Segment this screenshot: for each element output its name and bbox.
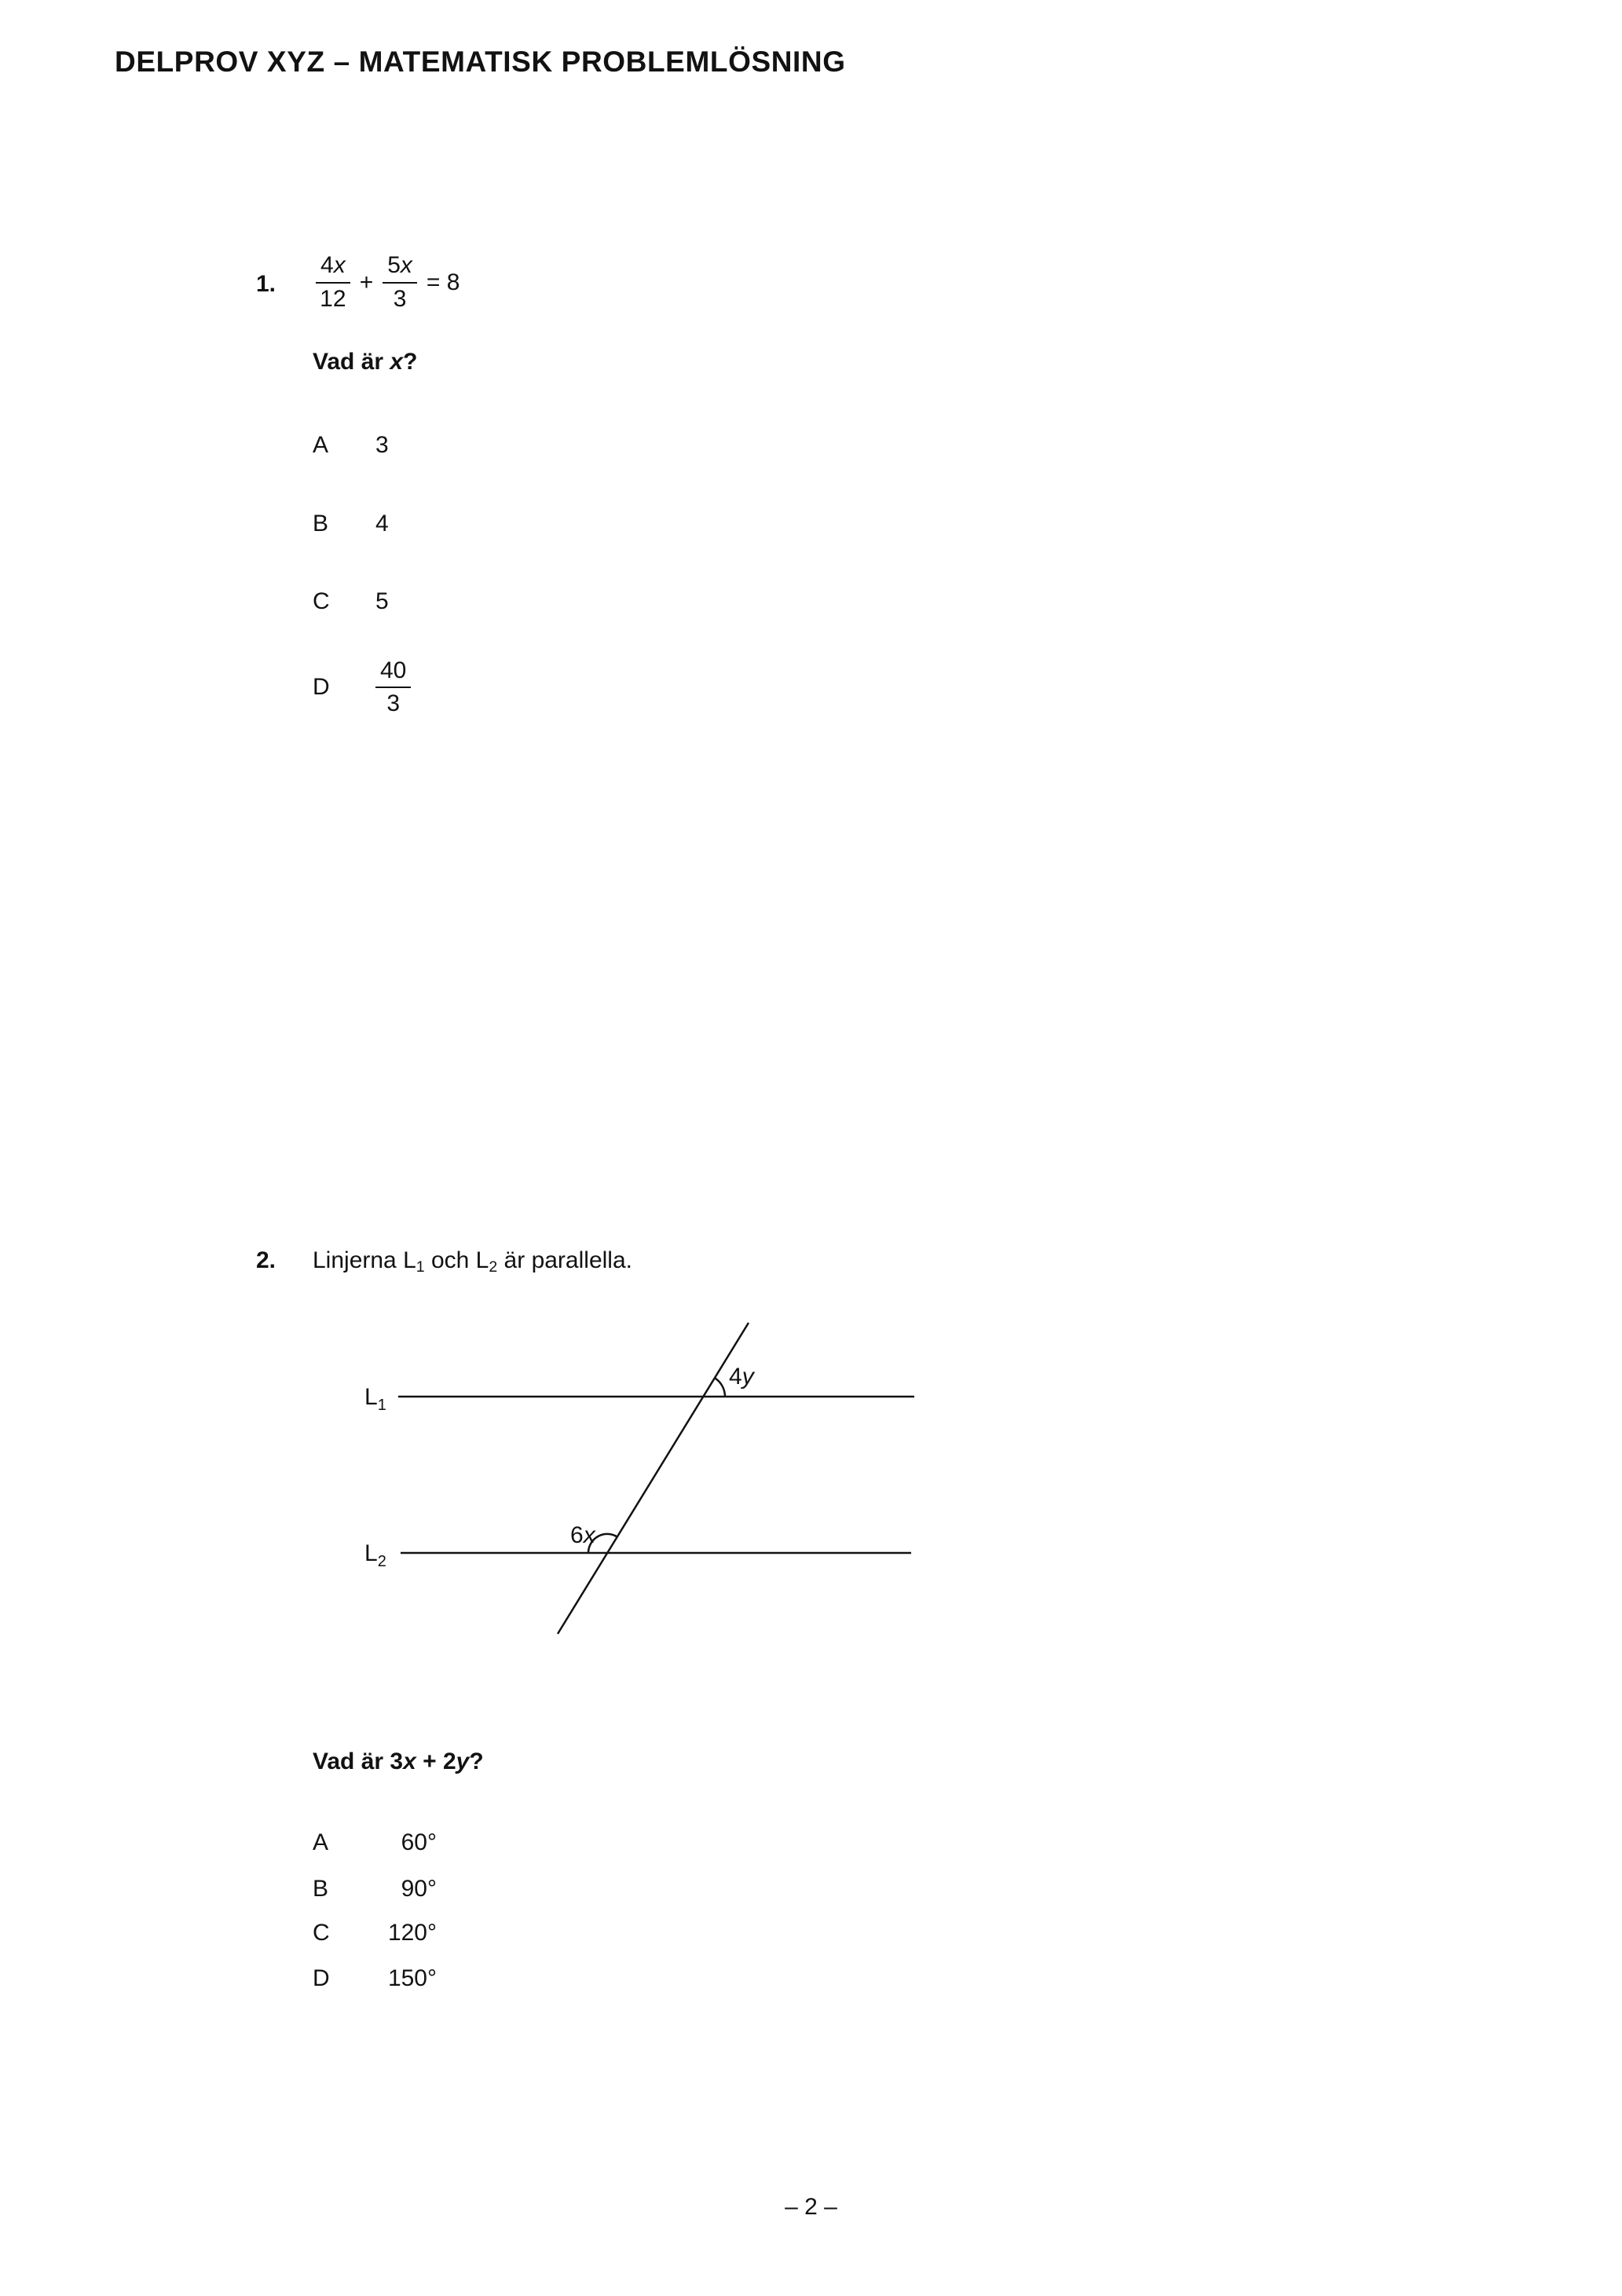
q1-prompt-pre: Vad är bbox=[313, 349, 390, 375]
label-l1-letter: L bbox=[364, 1384, 378, 1410]
label-angle-4y bbox=[729, 1364, 756, 1390]
fraction-2-numerator bbox=[383, 252, 417, 284]
transversal-line bbox=[558, 1323, 749, 1634]
fraction-1-num-coeff: 4 bbox=[320, 252, 334, 278]
q2-option-d-value: 150° bbox=[387, 1965, 437, 1991]
q1-option-d-frac-num: 40 bbox=[375, 657, 411, 689]
q2-option-d-letter: D bbox=[313, 1965, 330, 1991]
plus-operator: + bbox=[359, 269, 374, 295]
q1-option-d-frac-den: 3 bbox=[386, 690, 401, 716]
q1-option-b-letter: B bbox=[313, 511, 329, 536]
angle-4y-var: y bbox=[741, 1364, 754, 1390]
page-title: DELPROV XYZ – MATEMATISK PROBLEMLÖSNING bbox=[115, 46, 846, 78]
question-2-number: 2. bbox=[256, 1247, 276, 1273]
label-l2-sub: 2 bbox=[377, 1553, 386, 1570]
q2-option-b bbox=[313, 1876, 437, 1902]
q2-option-a bbox=[313, 1829, 437, 1856]
q1-option-c-letter: C bbox=[313, 588, 330, 614]
q1-option-a-letter: A bbox=[313, 432, 329, 458]
q1-option-b-value: 4 bbox=[375, 511, 389, 536]
q2-option-d bbox=[313, 1965, 437, 1992]
q2-option-a-letter: A bbox=[313, 1829, 329, 1855]
q2-prompt-var2: y bbox=[456, 1749, 470, 1774]
angle-6x-var: x bbox=[583, 1522, 595, 1548]
q2-text-p1: Linjerna L bbox=[313, 1247, 416, 1273]
q1-option-d bbox=[313, 657, 411, 717]
q2-option-b-letter: B bbox=[313, 1876, 329, 1902]
page-number: – 2 – bbox=[785, 2194, 837, 2220]
q2-option-c bbox=[313, 1920, 437, 1946]
q2-text-sub1: 1 bbox=[416, 1258, 425, 1276]
q1-option-b bbox=[313, 511, 389, 537]
q1-prompt-var: x bbox=[390, 349, 404, 375]
q1-option-c-value: 5 bbox=[375, 588, 389, 614]
q2-text-sub2: 2 bbox=[489, 1258, 498, 1276]
question-1-equation bbox=[316, 252, 460, 313]
q2-text-p3: är parallella. bbox=[497, 1247, 632, 1273]
q1-option-d-fraction bbox=[375, 657, 411, 718]
question-2-text bbox=[313, 1247, 632, 1274]
fraction-2-denominator: 3 bbox=[393, 285, 407, 312]
question-1-number: 1. bbox=[256, 271, 276, 297]
label-l1-sub: 1 bbox=[377, 1397, 386, 1414]
q2-option-c-letter: C bbox=[313, 1920, 330, 1946]
angle-arc-4y bbox=[715, 1378, 725, 1397]
q1-prompt-post: ? bbox=[403, 349, 418, 375]
fraction-2-num-var: x bbox=[400, 252, 412, 278]
fraction-1-num-var: x bbox=[333, 252, 346, 278]
angle-6x-coeff: 6 bbox=[570, 1522, 584, 1548]
equation-fraction-1 bbox=[316, 252, 350, 313]
q2-option-c-value: 120° bbox=[387, 1920, 437, 1946]
q1-option-d-letter: D bbox=[313, 674, 330, 700]
question-2-prompt bbox=[313, 1749, 484, 1775]
label-l2-letter: L bbox=[364, 1540, 378, 1566]
parallel-lines-diagram bbox=[346, 1288, 943, 1665]
q2-text-p2: och L bbox=[424, 1247, 489, 1273]
label-l1 bbox=[364, 1384, 386, 1414]
q2-prompt-var1: x bbox=[403, 1749, 416, 1774]
q2-option-b-value: 90° bbox=[401, 1876, 437, 1902]
fraction-1-denominator: 12 bbox=[320, 285, 346, 312]
label-l2 bbox=[364, 1540, 386, 1570]
label-angle-6x bbox=[570, 1522, 596, 1548]
q2-option-a-value: 60° bbox=[401, 1829, 437, 1855]
q1-option-a bbox=[313, 432, 389, 459]
fraction-2-num-coeff: 5 bbox=[387, 252, 401, 278]
q2-prompt-pre: Vad är 3 bbox=[313, 1749, 404, 1774]
q1-option-a-value: 3 bbox=[375, 432, 389, 458]
q2-prompt-post: ? bbox=[469, 1749, 484, 1774]
equals-rhs: = 8 bbox=[426, 269, 460, 295]
q1-option-c bbox=[313, 588, 389, 615]
angle-4y-coeff: 4 bbox=[729, 1364, 742, 1390]
fraction-1-numerator bbox=[316, 252, 350, 284]
question-1-prompt bbox=[313, 349, 417, 375]
equation-fraction-2 bbox=[383, 252, 417, 313]
q2-prompt-mid: + 2 bbox=[416, 1749, 456, 1774]
